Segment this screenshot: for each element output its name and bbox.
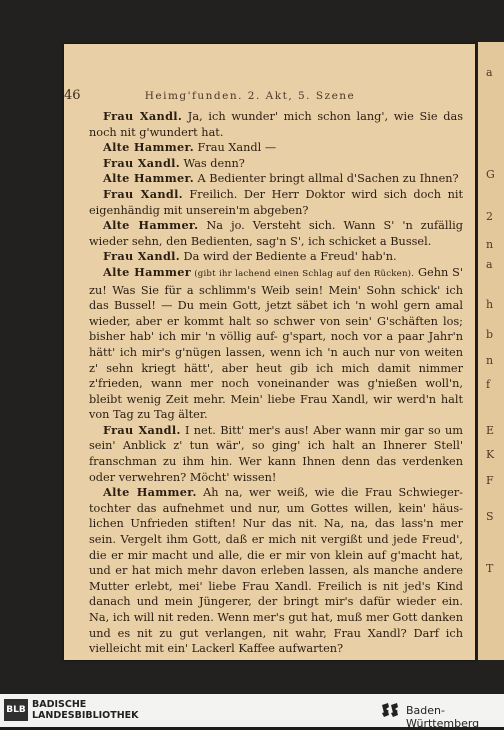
page-number: 46 (64, 88, 81, 103)
speaker: Alte Hammer. (103, 485, 197, 500)
dialogue-line (89, 423, 463, 485)
dialogue-line (89, 156, 463, 172)
dialogue-line (89, 109, 463, 140)
margin-letter: b (486, 328, 494, 341)
margin-letter: T (486, 562, 494, 575)
dialogue-line (89, 249, 463, 265)
speaker: Frau Xandl. (103, 109, 183, 123)
speaker: Alte Hammer. (103, 140, 194, 155)
page-text (89, 109, 463, 657)
library-name-line2: LANDESBIBLIOTHEK (32, 710, 139, 721)
state-name: Baden-Württemberg (406, 704, 480, 730)
margin-letter: n (486, 238, 494, 251)
line-text: Na jo. Versteht sich. Wann S' 'n zufällig wieder sehn, den Bedienten, sag'n S', ich schicket a Bussel. (89, 219, 463, 248)
margin-letter: E (486, 424, 495, 437)
speaker: Frau Xandl. (103, 186, 183, 201)
dialogue-line (89, 485, 463, 657)
library-name-line1: BADISCHE (32, 699, 87, 710)
footer-bar (0, 694, 504, 730)
facing-page-edge (478, 42, 504, 660)
line-text: I net. Bitt' mer's aus! Aber wann mir gar so um sein' Anblick z' tun wär', so ging' ich halt an Ihnerer Stell' franschman zu ihm hin. Wer kann Ihnen denn das verdenken oder verwehren? Möcht' wissen! (89, 423, 463, 484)
margin-letter: K (486, 448, 495, 461)
blb-logo: BLB (4, 699, 28, 721)
line-text: Da wird der Bediente a Freud' hab'n. (179, 250, 397, 264)
speaker: Alte Hammer. (103, 171, 194, 186)
speaker: Alte Hammer. (103, 218, 199, 233)
line-text: Gehn S' zu! Was Sie für a schlimm's Weib sein! Mein' Sohn schick' ich das Bussel! — Du mein Gott, jetzt säbet ich 'n wohl gern amal wieder, aber er kommt halt so schwer von sein' G'schäften los; bisher hab' ich mir 'n völlig auf- g'spart, noch vor a paar Jahr'n hätt' ich mir's g'nügen lassen, wenn ich 'n auch nur von weiten z' sehn kriegt hätt', aber heut gib ich mich damit nimmer z'frieden, wann mer noch voneinander was g'nießen woll'n, bleibt wenig Zeit mehr. Mein' liebe Frau Xandl, wir werd'n halt von Tag zu Tag älter. (89, 265, 463, 422)
line-text: Was denn? (179, 156, 245, 170)
speaker: Frau Xandl. (103, 155, 180, 170)
margin-letter: h (486, 298, 494, 311)
stage-direction: (gibt ihr lachend einen Schlag auf den Rücken). (191, 268, 415, 279)
speaker: Frau Xandl. (103, 422, 181, 437)
dialogue-line (89, 171, 463, 187)
baden-wuerttemberg-lions-icon (380, 701, 402, 719)
margin-letter: a (486, 258, 493, 271)
line-text: Ja, ich wunder' mich schon lang', wie Sie das noch nit g'wundert hat. (89, 110, 463, 139)
running-head: Heimg'funden. 2. Akt, 5. Szene (144, 90, 356, 102)
dialogue-line (89, 140, 463, 156)
margin-letter: f (486, 378, 491, 391)
margin-letter: n (486, 354, 494, 367)
margin-letter: G (486, 168, 495, 181)
dialogue-line (89, 218, 463, 249)
speaker: Frau Xandl. (103, 249, 180, 264)
dialogue-line (89, 187, 463, 218)
library-name (32, 699, 139, 721)
line-text: Ah na, wer weiß, wie die Frau Schwieger- tochter das aufnehmet und nur, um Gottes willen, kein' häus- lichen Unfrieden stiften! Nur das nit. Na, na, das lass'n mer sein. Vergelt ihm Gott, daß er mich nit vergißt und jede Freud', die er mir macht und alle, die er mir von klein auf g'macht hat, und er hat mich mehr davon erleben lassen, als manche andere Mutter erlebt, mei' liebe Frau Xandl. Freilich is nit jed's Kind danach und mein Jüngerer, der bringt mir's dafür wieder ein. Na, ich will nit reden. Wenn mer's gut hat, muß mer Gott danken und es nit zu gut verlangen, nit wahr, Frau Xandl? Darf ich vielleicht mit ein' Lackerl Kaffee aufwarten? (89, 486, 463, 656)
line-text: Frau Xandl — (193, 141, 277, 155)
speaker: Alte Hammer (103, 264, 191, 279)
line-text: A Bedienter bringt allmal d'Sachen zu Ihnen? (193, 172, 459, 186)
margin-letter: F (486, 474, 494, 487)
line-text: Freilich. Der Herr Doktor wird sich doch nit eigenhändig mit unserein'm abgeben? (89, 187, 463, 217)
dialogue-line (89, 265, 463, 423)
margin-letter: S (486, 510, 494, 523)
margin-letter: a (486, 66, 493, 79)
margin-letter: 2 (486, 210, 493, 223)
